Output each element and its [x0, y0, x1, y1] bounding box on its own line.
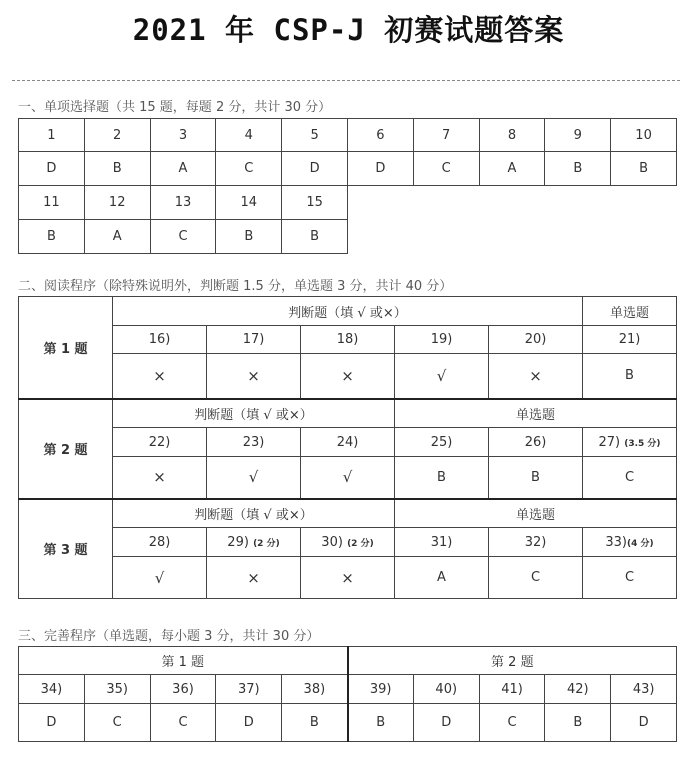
divider [12, 80, 680, 81]
answer: B [282, 704, 348, 742]
question-number: 32) [489, 528, 583, 557]
answer: × [207, 354, 301, 399]
answer: C [489, 557, 583, 599]
question-number: 36) [150, 675, 216, 704]
table-row [19, 647, 677, 675]
answer: D [282, 152, 348, 186]
score-note: (3.5 分) [624, 438, 661, 449]
answer: A [479, 152, 545, 186]
mc-header: 单选题 [583, 297, 677, 326]
question-number: 31) [395, 528, 489, 557]
question-number: 42) [545, 675, 611, 704]
question-number: 38) [282, 675, 348, 704]
question-label: 第 1 题 [19, 297, 113, 399]
table-row [19, 220, 677, 254]
answer: C [583, 557, 677, 599]
table-row [19, 354, 677, 399]
question-number: 2 [84, 119, 150, 152]
answer: A [395, 557, 489, 599]
answer: D [413, 704, 479, 742]
answer: B [348, 704, 414, 742]
table-row [19, 528, 677, 557]
question-number [583, 428, 677, 457]
answer: C [479, 704, 545, 742]
answer: B [19, 220, 85, 254]
group-header: 第 2 题 [348, 647, 677, 675]
question-number [301, 528, 395, 557]
table-row [19, 326, 677, 354]
answer: × [301, 557, 395, 599]
answer: √ [207, 457, 301, 499]
question-number: 5 [282, 119, 348, 152]
answer: B [282, 220, 348, 254]
question-number: 24) [301, 428, 395, 457]
table-row [19, 704, 677, 742]
section2-table [18, 296, 677, 599]
answer: D [19, 704, 85, 742]
question-number: 21) [583, 326, 677, 354]
question-number: 16) [113, 326, 207, 354]
question-number: 15 [282, 186, 348, 220]
table-row [19, 557, 677, 599]
answer: × [113, 457, 207, 499]
question-number: 18) [301, 326, 395, 354]
question-number: 22) [113, 428, 207, 457]
section3-heading: 三、完善程序（单选题，每小题 3 分，共计 30 分） [18, 629, 320, 644]
question-number: 7 [413, 119, 479, 152]
question-number: 41) [479, 675, 545, 704]
score-note: (2 分) [253, 538, 280, 549]
answer: C [413, 152, 479, 186]
score-note: (2 分) [347, 538, 374, 549]
question-label: 第 3 题 [19, 499, 113, 599]
tf-header: 判断题（填 √ 或×） [113, 499, 395, 528]
question-number: 34) [19, 675, 85, 704]
table-row [19, 499, 677, 528]
answer: B [583, 354, 677, 399]
answer: C [583, 457, 677, 499]
mc-header: 单选题 [395, 499, 677, 528]
answer: D [347, 152, 413, 186]
question-number: 4 [216, 119, 282, 152]
answer: √ [113, 557, 207, 599]
question-number: 23) [207, 428, 301, 457]
table-row [19, 186, 677, 220]
answer: C [150, 220, 216, 254]
section1-heading: 一、单项选择题（共 15 题，每题 2 分，共计 30 分） [18, 100, 332, 115]
question-number [583, 528, 677, 557]
question-number-text: 27) [598, 434, 621, 450]
answer: D [611, 704, 677, 742]
answer: C [150, 704, 216, 742]
question-number: 17) [207, 326, 301, 354]
question-number-text: 29) [227, 534, 249, 550]
answer: D [216, 704, 282, 742]
page-title: 2021 年 CSP-J 初赛试题答案 [132, 13, 565, 47]
table-row [19, 428, 677, 457]
question-number: 12 [84, 186, 150, 220]
tf-header: 判断题（填 √ 或×） [113, 399, 395, 428]
question-number: 3 [150, 119, 216, 152]
answer: √ [395, 354, 489, 399]
question-number: 37) [216, 675, 282, 704]
answer: B [611, 152, 677, 186]
question-label: 第 2 题 [19, 399, 113, 499]
table-row [19, 119, 677, 152]
answer: A [150, 152, 216, 186]
answer: D [19, 152, 85, 186]
question-number-text: 30) [321, 534, 343, 550]
answer: B [84, 152, 150, 186]
question-number: 26) [489, 428, 583, 457]
question-number: 13 [150, 186, 216, 220]
mc-header: 单选题 [395, 399, 677, 428]
table-row [19, 675, 677, 704]
score-note: (4 分) [627, 538, 654, 549]
answer: C [84, 704, 150, 742]
question-number: 20) [489, 326, 583, 354]
answer: √ [301, 457, 395, 499]
table-row [19, 152, 677, 186]
question-number: 11 [19, 186, 85, 220]
answer: × [207, 557, 301, 599]
question-number: 6 [347, 119, 413, 152]
tf-header: 判断题（填 √ 或×） [113, 297, 583, 326]
question-number: 1 [19, 119, 85, 152]
answer: B [489, 457, 583, 499]
question-number: 25) [395, 428, 489, 457]
question-number: 40) [413, 675, 479, 704]
question-number: 10 [611, 119, 677, 152]
group-header: 第 1 题 [19, 647, 348, 675]
question-number [207, 528, 301, 557]
section3-table [18, 646, 677, 742]
question-number-text: 33) [605, 534, 627, 550]
answer: × [489, 354, 583, 399]
question-number: 19) [395, 326, 489, 354]
table-row [19, 297, 677, 326]
answer: B [545, 152, 611, 186]
answer: A [84, 220, 150, 254]
answer: B [216, 220, 282, 254]
section2-heading: 二、阅读程序（除特殊说明外，判断题 1.5 分，单选题 3 分，共计 40 分） [18, 279, 453, 294]
question-number: 39) [348, 675, 414, 704]
question-number: 9 [545, 119, 611, 152]
question-number: 28) [113, 528, 207, 557]
answer: × [113, 354, 207, 399]
question-number: 35) [84, 675, 150, 704]
question-number: 14 [216, 186, 282, 220]
section1-table [18, 118, 677, 254]
answer: B [545, 704, 611, 742]
question-number: 8 [479, 119, 545, 152]
table-row [19, 399, 677, 428]
answer: × [301, 354, 395, 399]
question-number: 43) [611, 675, 677, 704]
answer: B [395, 457, 489, 499]
answer: C [216, 152, 282, 186]
table-row [19, 457, 677, 499]
